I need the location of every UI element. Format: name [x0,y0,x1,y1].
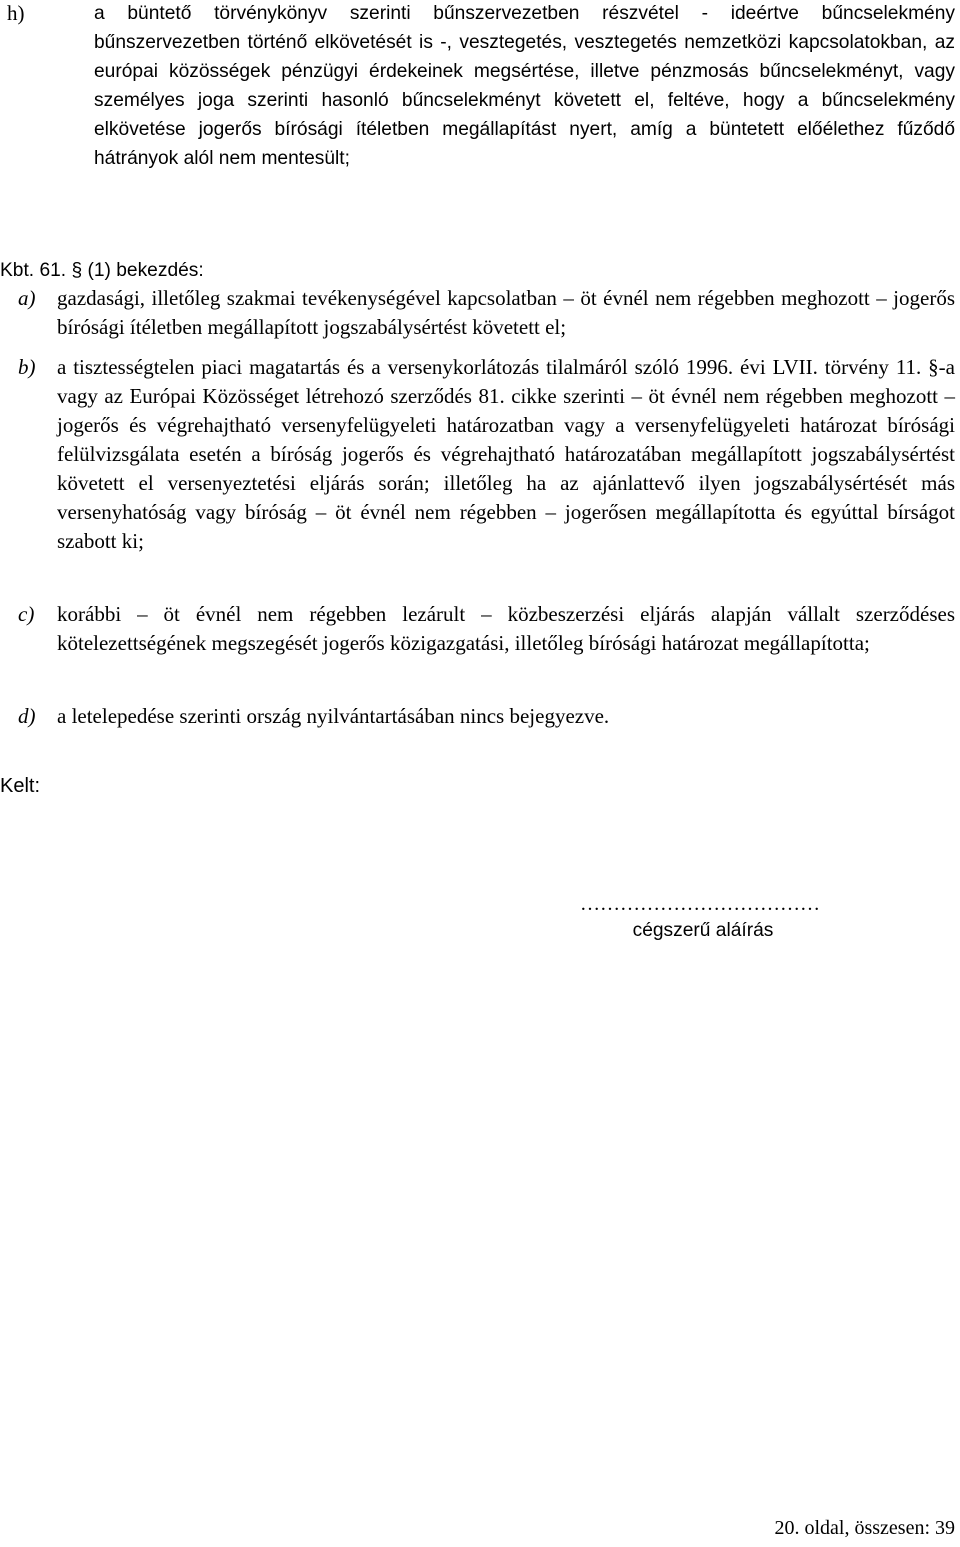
signature-dots: ……………………………… [580,893,820,915]
item-h-text: a büntető törvénykönyv szerinti bűnszervezetben részvétel - ideértve bűncselekmény bűnszervezetben történő elkövetését is -, vesztegetés, vesztegetés nemzetközi kapcsolatokban, az európai közösségek pénzügyi érdekeinek megsértése, illetve pénzmosás bűncselekményt, vagy személyes joga szerinti hasonló bűncselekményt követett el, feltéve, hogy a bűncselekmény elkövetése jogerős bírósági ítéletben megállapítást nyert, amíg a büntetett előélethez fűződő hátrányok alól nem mentesült; [94,3,955,169]
kbt-item-d-label: d) [18,704,36,728]
kbt-item-b-label: b) [18,355,36,379]
signature-caption: cégszerű aláírás [632,920,774,941]
kbt-item-b-text: a tisztességtelen piaci magatartás és a versenykorlátozás tilalmáról szóló 1996. évi LVII. törvény 11. §-a vagy az Európai Közösséget létrehozó szerződés 81. cikke szerinti – öt évnél nem régebben meghozott – jogerős és végrehajtható versenyfelügyeleti határozatban vagy a versenyfelügyeleti határozat bírósági felülvizsgálata esetén a bíróság jogerős és végrehajtható határozatában megállapított jogszabálysértést követett el versenyeztetési eljárás során; illetőleg ha az ajánlattevő ilyen jogszabálysértését más versenyhatóság vagy bíróság – öt évnél nem régebben – jogerősen megállapította és egyúttal bírságot szabott ki; [57,355,955,553]
kbt-item-d-text: a letelepedése szerinti ország nyilvántartásában nincs bejegyezve. [57,704,610,728]
kelt-label: Kelt: [0,775,41,797]
kbt-item-a-text: gazdasági, illetőleg szakmai tevékenységével kapcsolatban – öt évnél nem régebben meghozott – jogerős bírósági ítéletben megállapított jogszabálysértést követett el; [57,286,955,339]
kbt-heading: Kbt. 61. § (1) bekezdés: [0,260,204,281]
page-footer: 20. oldal, összesen: 39 [774,1517,955,1539]
kbt-item-c-text: korábbi – öt évnél nem régebben lezárult – közbeszerzési eljárás alapján vállalt szerződéses kötelezettségének megszegését jogerős közigazgatási, illetőleg bírósági határozat megállapította; [57,602,955,655]
item-h-label: h) [7,1,25,25]
kbt-item-c-label: c) [18,602,35,626]
kbt-item-a-label: a) [18,286,36,310]
